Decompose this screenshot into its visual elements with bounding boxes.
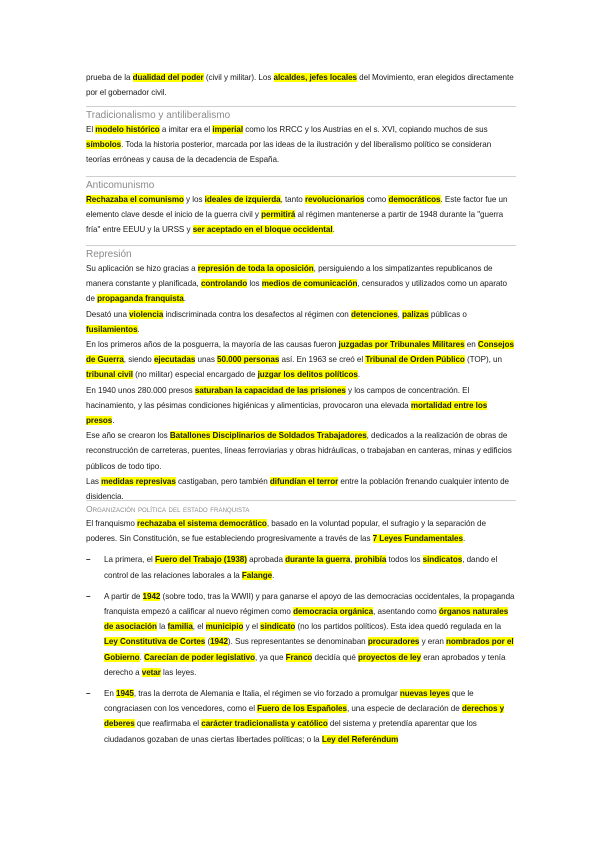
highlighted-text: municipio (205, 622, 244, 632)
body-text: , una especie de declaración de (346, 704, 462, 714)
section-paragraph (86, 516, 516, 546)
body-text: que reafirmaba el (134, 719, 202, 729)
body-text: (TOP), un (464, 355, 502, 365)
highlighted-text: palizas (402, 309, 429, 319)
body-text: castigaban, pero también (175, 476, 270, 486)
body-text: indiscriminada contra los desafectos al régimen con (163, 309, 351, 319)
body-text: la (156, 622, 168, 632)
body-text: del Movimiento, eran elegidos directamente por el gobernador civil. (86, 73, 514, 98)
body-text: los (247, 279, 262, 289)
highlighted-text: nuevas leyes (399, 689, 450, 699)
body-text: , basado en la voluntad popular, el sufragio y la separación de poderes. Sin Constitución, se fue estableciendo progresivamente a través de las (86, 519, 486, 544)
section-heading: Anticomunismo (86, 180, 155, 191)
body-text: , asentando como (373, 607, 439, 617)
body-text: , (350, 555, 355, 565)
highlighted-text: 7 Leyes Fundamentales (372, 534, 463, 544)
bullet-item (86, 686, 516, 747)
section-paragraph (86, 192, 516, 238)
highlighted-text: imperial (212, 125, 244, 134)
highlighted-text: alcaldes, jefes locales (273, 73, 357, 82)
bullet-dash: – (86, 591, 91, 601)
body-text: Desató una (86, 309, 130, 319)
body-text: a imitar era el (159, 125, 213, 134)
body-text: Su aplicación se hizo gracias a (86, 264, 198, 273)
body-text: y los campos de concentración. El hacinamiento, y las pésimas condiciones higiénicas y alimenticias, provocaron una elevada (86, 385, 470, 410)
section-paragraph (86, 428, 516, 474)
section-divider (86, 106, 516, 107)
body-text: (civil y militar). Los (203, 73, 274, 82)
highlighted-text: fusilamientos (86, 324, 138, 334)
highlighted-text: detenciones (350, 309, 398, 319)
highlighted-text: violencia (129, 309, 164, 319)
highlighted-text: Batallones Disciplinarios de Soldados Trabajadores (169, 431, 367, 441)
body-text: , ya que (255, 652, 286, 662)
body-text: , (397, 309, 403, 319)
body-text: Ese año se crearon los (86, 431, 170, 441)
bullet-text (104, 552, 516, 582)
body-text: El franquismo (86, 519, 138, 528)
highlighted-text: controlando (200, 279, 248, 289)
body-text: prueba de la (86, 73, 133, 82)
highlighted-text: tribunal civil (86, 370, 133, 380)
highlighted-text: nombrados por el Gobierno (104, 637, 514, 662)
body-text: (no militar) especial encargado de (132, 370, 258, 380)
highlighted-text: revolucionarios (304, 195, 365, 204)
highlighted-text: procuradores (367, 637, 420, 647)
highlighted-text: durante la guerra (285, 555, 351, 565)
highlighted-text: Carecían de poder legislativo (143, 652, 255, 662)
body-text: y el (243, 622, 261, 632)
highlighted-text: Fuero del Trabajo (1938) (154, 555, 247, 565)
highlighted-text: vetar (141, 667, 161, 677)
section-anticomunismo (86, 176, 516, 238)
bullet-text (104, 686, 516, 747)
body-text: como los RRCC y los Austrias en el s. XVI, copiando muchos de sus (243, 125, 488, 134)
section-paragraph (86, 307, 516, 337)
highlighted-text: Fuero de los Españoles (257, 704, 347, 714)
intro-paragraph (86, 70, 516, 100)
body-text: , censurados y utilizados como un aparato de (86, 279, 507, 304)
body-text: . (112, 416, 115, 426)
body-text: En (104, 689, 116, 699)
highlighted-text: órganos naturales de asociación (104, 607, 509, 632)
body-text: ). Sus representantes se denominaban (227, 637, 368, 647)
section-heading: Represión (86, 249, 132, 260)
highlighted-text: represión de toda la oposición (197, 264, 314, 273)
highlighted-text: propaganda franquista (97, 294, 184, 304)
highlighted-text: carácter tradicionalista y católico (201, 719, 328, 729)
highlighted-text: permitirá (261, 210, 296, 220)
body-text: . (183, 294, 186, 304)
body-text: así. En 1963 se creó el (279, 355, 366, 365)
highlighted-text: familia (167, 622, 193, 632)
highlighted-text: democráticos (388, 195, 441, 204)
body-text: , tras la derrota de Alemania e Italia, el régimen se vio forzado a promulgar (133, 689, 400, 699)
body-text: públicas o (428, 309, 467, 319)
body-text: (sobre todo, tras la WWII) y para ganarse el apoyo de las democracias occidentales, la propaganda franquista empezó a calificar al nuevo régimen como (104, 591, 515, 617)
highlighted-text: Consejos de Guerra (86, 340, 514, 365)
highlighted-text: difundían el terror (269, 476, 339, 486)
body-text: al régimen mantenerse a partir de 1948 durante la "guerra fría" entre EEUU y la URSS y (86, 210, 504, 235)
highlighted-text: ejecutadas (153, 355, 196, 365)
body-text: y eran (419, 637, 446, 647)
highlighted-text: medidas represivas (101, 476, 176, 486)
section-paragraph (86, 261, 516, 307)
highlighted-text: sindicato (260, 622, 296, 632)
highlighted-text: ser aceptado en el bloque occidental (192, 225, 333, 235)
body-text: como (364, 195, 389, 204)
body-text: , dando el control de las relaciones laborales a la (104, 555, 498, 580)
body-text: en (464, 340, 478, 350)
highlighted-text: Ley Constitutiva de Cortes (104, 637, 206, 647)
body-text: decidía qué (312, 652, 358, 662)
body-text: entre la población frenando cualquier intento de disidencia. (86, 476, 509, 502)
highlighted-text: saturaban la capacidad de las prisiones (194, 385, 346, 395)
highlighted-text: 1942 (210, 637, 228, 647)
body-text: , dedicados a la realización de obras de reconstrucción de carreteras, puentes, líneas ferroviarias y obras hidráulicas, o trabajaban en canteras, minas y edificios públicos de todo tipo. (86, 431, 512, 471)
highlighted-text: modelo histórico (95, 125, 160, 134)
bullet-item (86, 552, 516, 582)
body-text: del sistema y pretendía aparentar que los ciudadanos gozaban de unas ciertas libertades políticas; o la (104, 719, 477, 744)
section-tradicionalismo (86, 106, 516, 168)
body-text: El (86, 125, 96, 134)
section-represion (86, 245, 516, 504)
body-text: , el (192, 622, 206, 632)
body-text: . Este factor fue un elemento clave desde el inicio de la guerra civil y (86, 195, 508, 220)
highlighted-text: derechos y deberes (104, 704, 505, 729)
highlighted-text: 1945 (116, 689, 134, 699)
highlighted-text: símbolos (86, 140, 122, 150)
section-divider (86, 245, 516, 246)
body-text: que le congraciasen con los vencedores, como el (104, 689, 474, 714)
body-text: y los (183, 195, 205, 204)
body-text: Las (86, 476, 102, 486)
bullet-dash: – (86, 689, 91, 699)
highlighted-text: democracia orgánica (293, 607, 374, 617)
section-heading: Tradicionalismo y antiliberalismo (86, 110, 231, 121)
highlighted-text: rechazaba el sistema democrático (137, 519, 267, 528)
body-text: . (272, 570, 275, 580)
body-text: (no los partidos políticos). Esta idea quedó regulada en la (295, 622, 502, 632)
highlighted-text: sindicatos (422, 555, 463, 565)
section-heading: Organización política del estado franquista (86, 504, 250, 514)
section-paragraph (86, 122, 516, 168)
highlighted-text: juzgar los delitos políticos (257, 370, 358, 380)
body-text: . (332, 225, 335, 235)
bullet-text (104, 589, 516, 680)
highlighted-text: ideales de izquierda (204, 195, 281, 204)
body-text: . (357, 370, 361, 380)
body-text: . Toda la historia posterior, marcada por las ideas de la ilustración y del liberalismo político se consideran teorías erróneas y causa de la decadencia de España. (86, 140, 492, 165)
bullet-item (86, 589, 516, 680)
section-organizacion (86, 500, 516, 747)
body-text: eran aprobados y tenía derecho a (104, 652, 506, 677)
highlighted-text: 50.000 personas (217, 355, 280, 365)
section-paragraph (86, 337, 516, 383)
body-text: En los primeros años de la posguerra, la mayoría de las causas fueron (86, 340, 339, 350)
highlighted-text: Ley del Referéndum (321, 734, 399, 744)
highlighted-text: Franco (285, 652, 313, 662)
section-divider (86, 500, 516, 501)
section-divider (86, 176, 516, 177)
body-text: , tanto (280, 195, 305, 204)
highlighted-text: medios de comunicación (261, 279, 358, 289)
intro-block (86, 70, 516, 100)
highlighted-text: mortalidad entre los presos (86, 400, 488, 426)
highlighted-text: juzgadas por Tribunales Militares (338, 340, 465, 350)
body-text: A partir de (104, 591, 143, 601)
highlighted-text: Rechazaba el comunismo (86, 195, 184, 204)
body-text: . (462, 534, 466, 544)
body-text: unas (195, 355, 218, 365)
highlighted-text: prohibía (354, 555, 387, 565)
body-text: ( (205, 637, 211, 647)
body-text: , siendo (123, 355, 154, 365)
body-text: En 1940 unos 280.000 presos (86, 385, 195, 395)
body-text: La primera, el (104, 555, 155, 565)
body-text: . (137, 324, 140, 334)
body-text: las leyes. (160, 667, 197, 677)
section-paragraph (86, 383, 516, 429)
highlighted-text: dualidad del poder (132, 73, 204, 82)
highlighted-text: Falange (241, 570, 273, 580)
body-text: , persiguiendo a los simpatizantes republicanos de manera constante y planificada, (86, 264, 493, 289)
highlighted-text: 1942 (142, 591, 161, 601)
highlighted-text: Tribunal de Orden Público (365, 355, 465, 365)
bullet-dash: – (86, 555, 91, 565)
body-text: aprobada (246, 555, 286, 565)
highlighted-text: proyectos de ley (358, 652, 422, 662)
body-text: . (139, 652, 144, 662)
body-text: todos los (386, 555, 423, 565)
